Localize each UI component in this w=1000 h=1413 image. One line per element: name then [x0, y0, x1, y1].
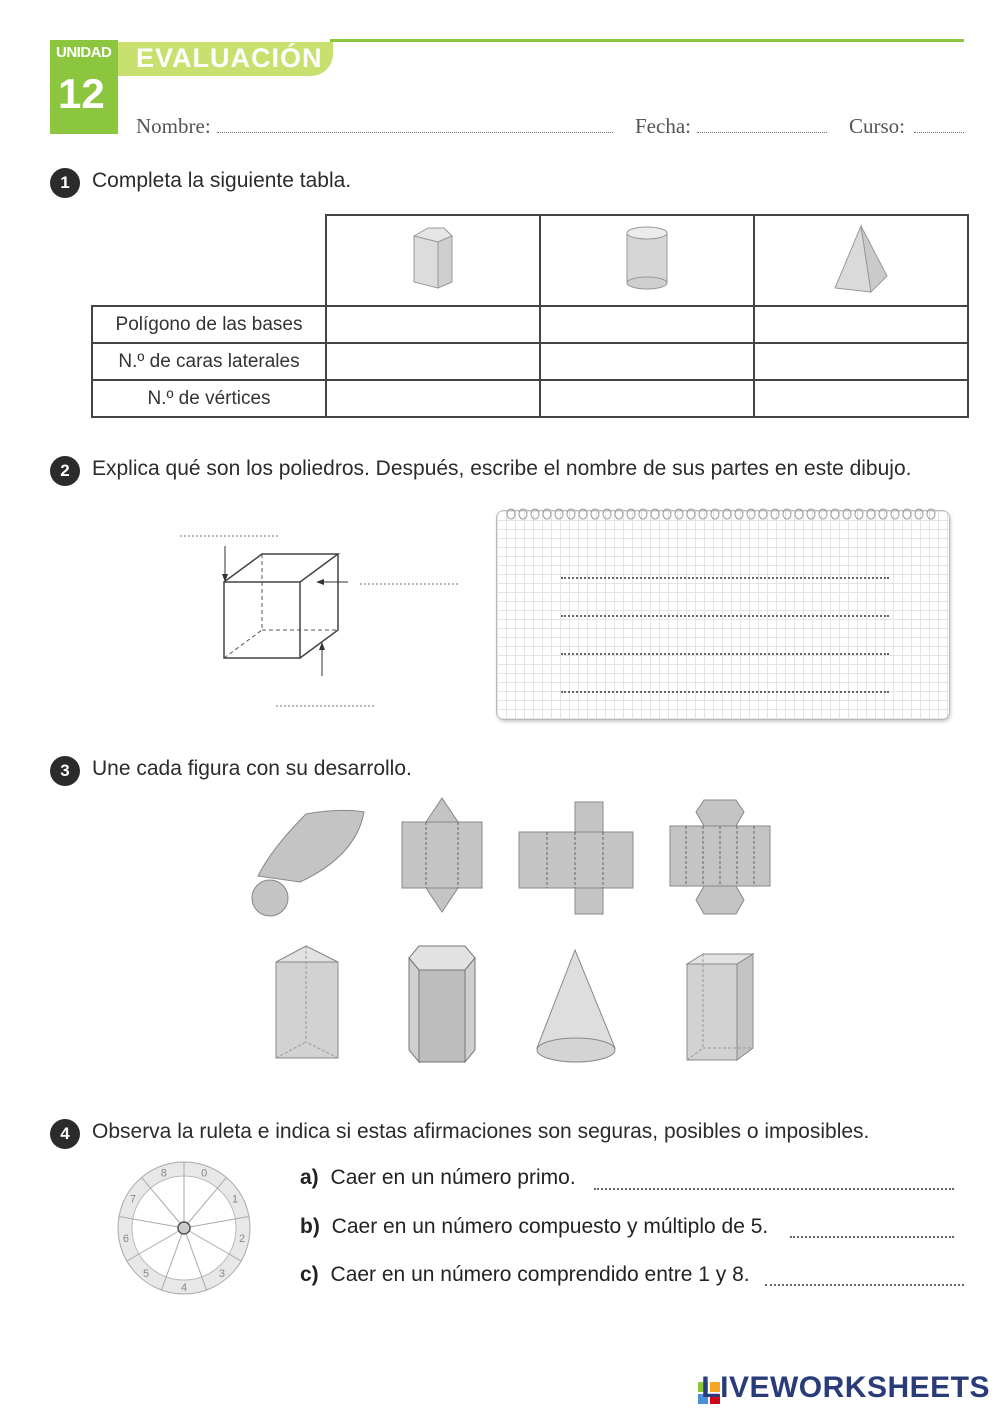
spiral-ring	[675, 509, 683, 519]
answer-cell[interactable]	[754, 306, 968, 343]
spiral-ring	[531, 509, 539, 519]
cone-icon[interactable]	[533, 948, 619, 1068]
spiral-binding	[505, 507, 941, 521]
wheel-number: 1	[232, 1193, 239, 1206]
row-label-faces: N.º de caras laterales	[92, 343, 326, 380]
question-3-badge: 3	[50, 756, 80, 786]
statement-c-letter: c)	[300, 1263, 319, 1286]
question-1-text: Completa la siguiente tabla.	[92, 169, 352, 192]
spiral-ring	[807, 509, 815, 519]
spiral-ring	[843, 509, 851, 519]
spiral-ring	[903, 509, 911, 519]
answer-cell[interactable]	[540, 306, 754, 343]
answer-line[interactable]	[561, 577, 889, 579]
triangular-prism-net-icon[interactable]	[400, 796, 484, 914]
triangular-prism-icon[interactable]	[272, 942, 344, 1064]
wheel-number: 8	[160, 1167, 167, 1180]
spinner-wheel	[114, 1160, 254, 1300]
answer-cell[interactable]	[540, 380, 754, 417]
spiral-ring	[699, 509, 707, 519]
answer-line[interactable]	[561, 653, 889, 655]
spiral-ring	[735, 509, 743, 519]
spiral-ring	[795, 509, 803, 519]
spiral-ring	[579, 509, 587, 519]
prism-cell	[326, 215, 540, 306]
spiral-ring	[711, 509, 719, 519]
wheel-number: 0	[201, 1167, 208, 1180]
wheel-number: 4	[180, 1282, 188, 1294]
date-label: Fecha:	[635, 114, 691, 138]
answer-cell[interactable]	[326, 343, 540, 380]
table-corner	[92, 215, 326, 306]
spiral-ring	[915, 509, 923, 519]
unit-number: 12	[58, 70, 105, 117]
answer-line[interactable]	[561, 615, 889, 617]
statement-c-text: Caer en un número comprendido entre 1 y 8.	[330, 1263, 750, 1286]
wheel-number: 6	[122, 1233, 129, 1246]
brand-name[interactable]: LIVEWORKSHEETS	[701, 1371, 990, 1404]
answer-line-a[interactable]	[594, 1188, 954, 1190]
question-2-text: Explica qué son los poliedros. Después, escribe el nombre de sus partes en este dibujo.	[92, 457, 912, 480]
statement-a-text: Caer en un número primo.	[330, 1166, 576, 1189]
shapes-table	[91, 214, 969, 418]
answer-line-c[interactable]	[765, 1284, 964, 1286]
spiral-ring	[855, 509, 863, 519]
spiral-ring	[783, 509, 791, 519]
question-4-text: Observa la ruleta e indica si estas afirmaciones son seguras, posibles o imposibles.	[92, 1120, 870, 1143]
name-field[interactable]	[217, 132, 613, 133]
question-4-badge: 4	[50, 1119, 80, 1149]
spiral-ring	[507, 509, 515, 519]
answer-cell[interactable]	[326, 380, 540, 417]
statement-c	[300, 1263, 750, 1287]
question-1-badge: 1	[50, 168, 80, 198]
hexagonal-prism-net-icon[interactable]	[668, 798, 772, 918]
spiral-ring	[543, 509, 551, 519]
answer-cell[interactable]	[754, 343, 968, 380]
cylinder-cell	[540, 215, 754, 306]
spiral-ring	[519, 509, 527, 519]
spiral-ring	[639, 509, 647, 519]
spiral-ring	[615, 509, 623, 519]
statement-b	[300, 1215, 768, 1239]
wheel-number: 7	[129, 1193, 136, 1206]
wheel-number: 2	[239, 1233, 246, 1246]
rectangular-prism-icon[interactable]	[683, 950, 757, 1064]
statement-b-text: Caer en un número compuesto y múltiplo de 5.	[331, 1215, 769, 1238]
pyramid-cell	[754, 215, 968, 306]
spiral-ring	[831, 509, 839, 519]
spiral-ring	[927, 509, 935, 519]
course-label: Curso:	[849, 114, 906, 138]
answer-cell[interactable]	[326, 306, 540, 343]
date-field[interactable]	[697, 132, 827, 133]
spiral-ring	[747, 509, 755, 519]
page-title: EVALUACIÓN	[136, 43, 323, 73]
wheel-number: 3	[218, 1268, 225, 1281]
spiral-ring	[555, 509, 563, 519]
spiral-ring	[663, 509, 671, 519]
unit-label: UNIDAD	[56, 44, 112, 61]
spiral-ring	[687, 509, 695, 519]
question-3-text: Une cada figura con su desarrollo.	[92, 757, 412, 780]
course-field[interactable]	[914, 132, 964, 133]
spiral-ring	[819, 509, 827, 519]
spiral-ring	[891, 509, 899, 519]
answer-cell[interactable]	[540, 343, 754, 380]
statement-b-letter: b)	[300, 1215, 320, 1238]
hexagonal-prism-icon[interactable]	[405, 942, 479, 1066]
spiral-ring	[879, 509, 887, 519]
cube-diagram	[170, 520, 470, 720]
spiral-ring	[867, 509, 875, 519]
spiral-ring	[759, 509, 767, 519]
cylinder-icon	[622, 225, 672, 291]
answer-cell[interactable]	[754, 380, 968, 417]
statement-a	[300, 1166, 576, 1190]
spiral-ring	[651, 509, 659, 519]
spiral-ring	[627, 509, 635, 519]
header-rule	[330, 39, 964, 42]
row-label-bases: Polígono de las bases	[92, 306, 326, 343]
answer-line-b[interactable]	[790, 1236, 954, 1238]
name-label: Nombre:	[136, 114, 211, 138]
row-label-vertices: N.º de vértices	[92, 380, 326, 417]
statement-a-letter: a)	[300, 1166, 319, 1189]
notebook-answer-area[interactable]	[496, 510, 950, 720]
rectangular-prism-net-icon[interactable]	[517, 800, 637, 916]
spiral-ring	[591, 509, 599, 519]
spiral-ring	[723, 509, 731, 519]
spiral-ring	[771, 509, 779, 519]
spiral-ring	[603, 509, 611, 519]
question-2-badge: 2	[50, 456, 80, 486]
cone-net-icon[interactable]	[248, 808, 368, 920]
pentagonal-prism-icon	[408, 222, 458, 294]
pyramid-icon	[831, 222, 891, 294]
answer-line[interactable]	[561, 691, 889, 693]
spiral-ring	[567, 509, 575, 519]
wheel-number: 5	[143, 1268, 150, 1281]
